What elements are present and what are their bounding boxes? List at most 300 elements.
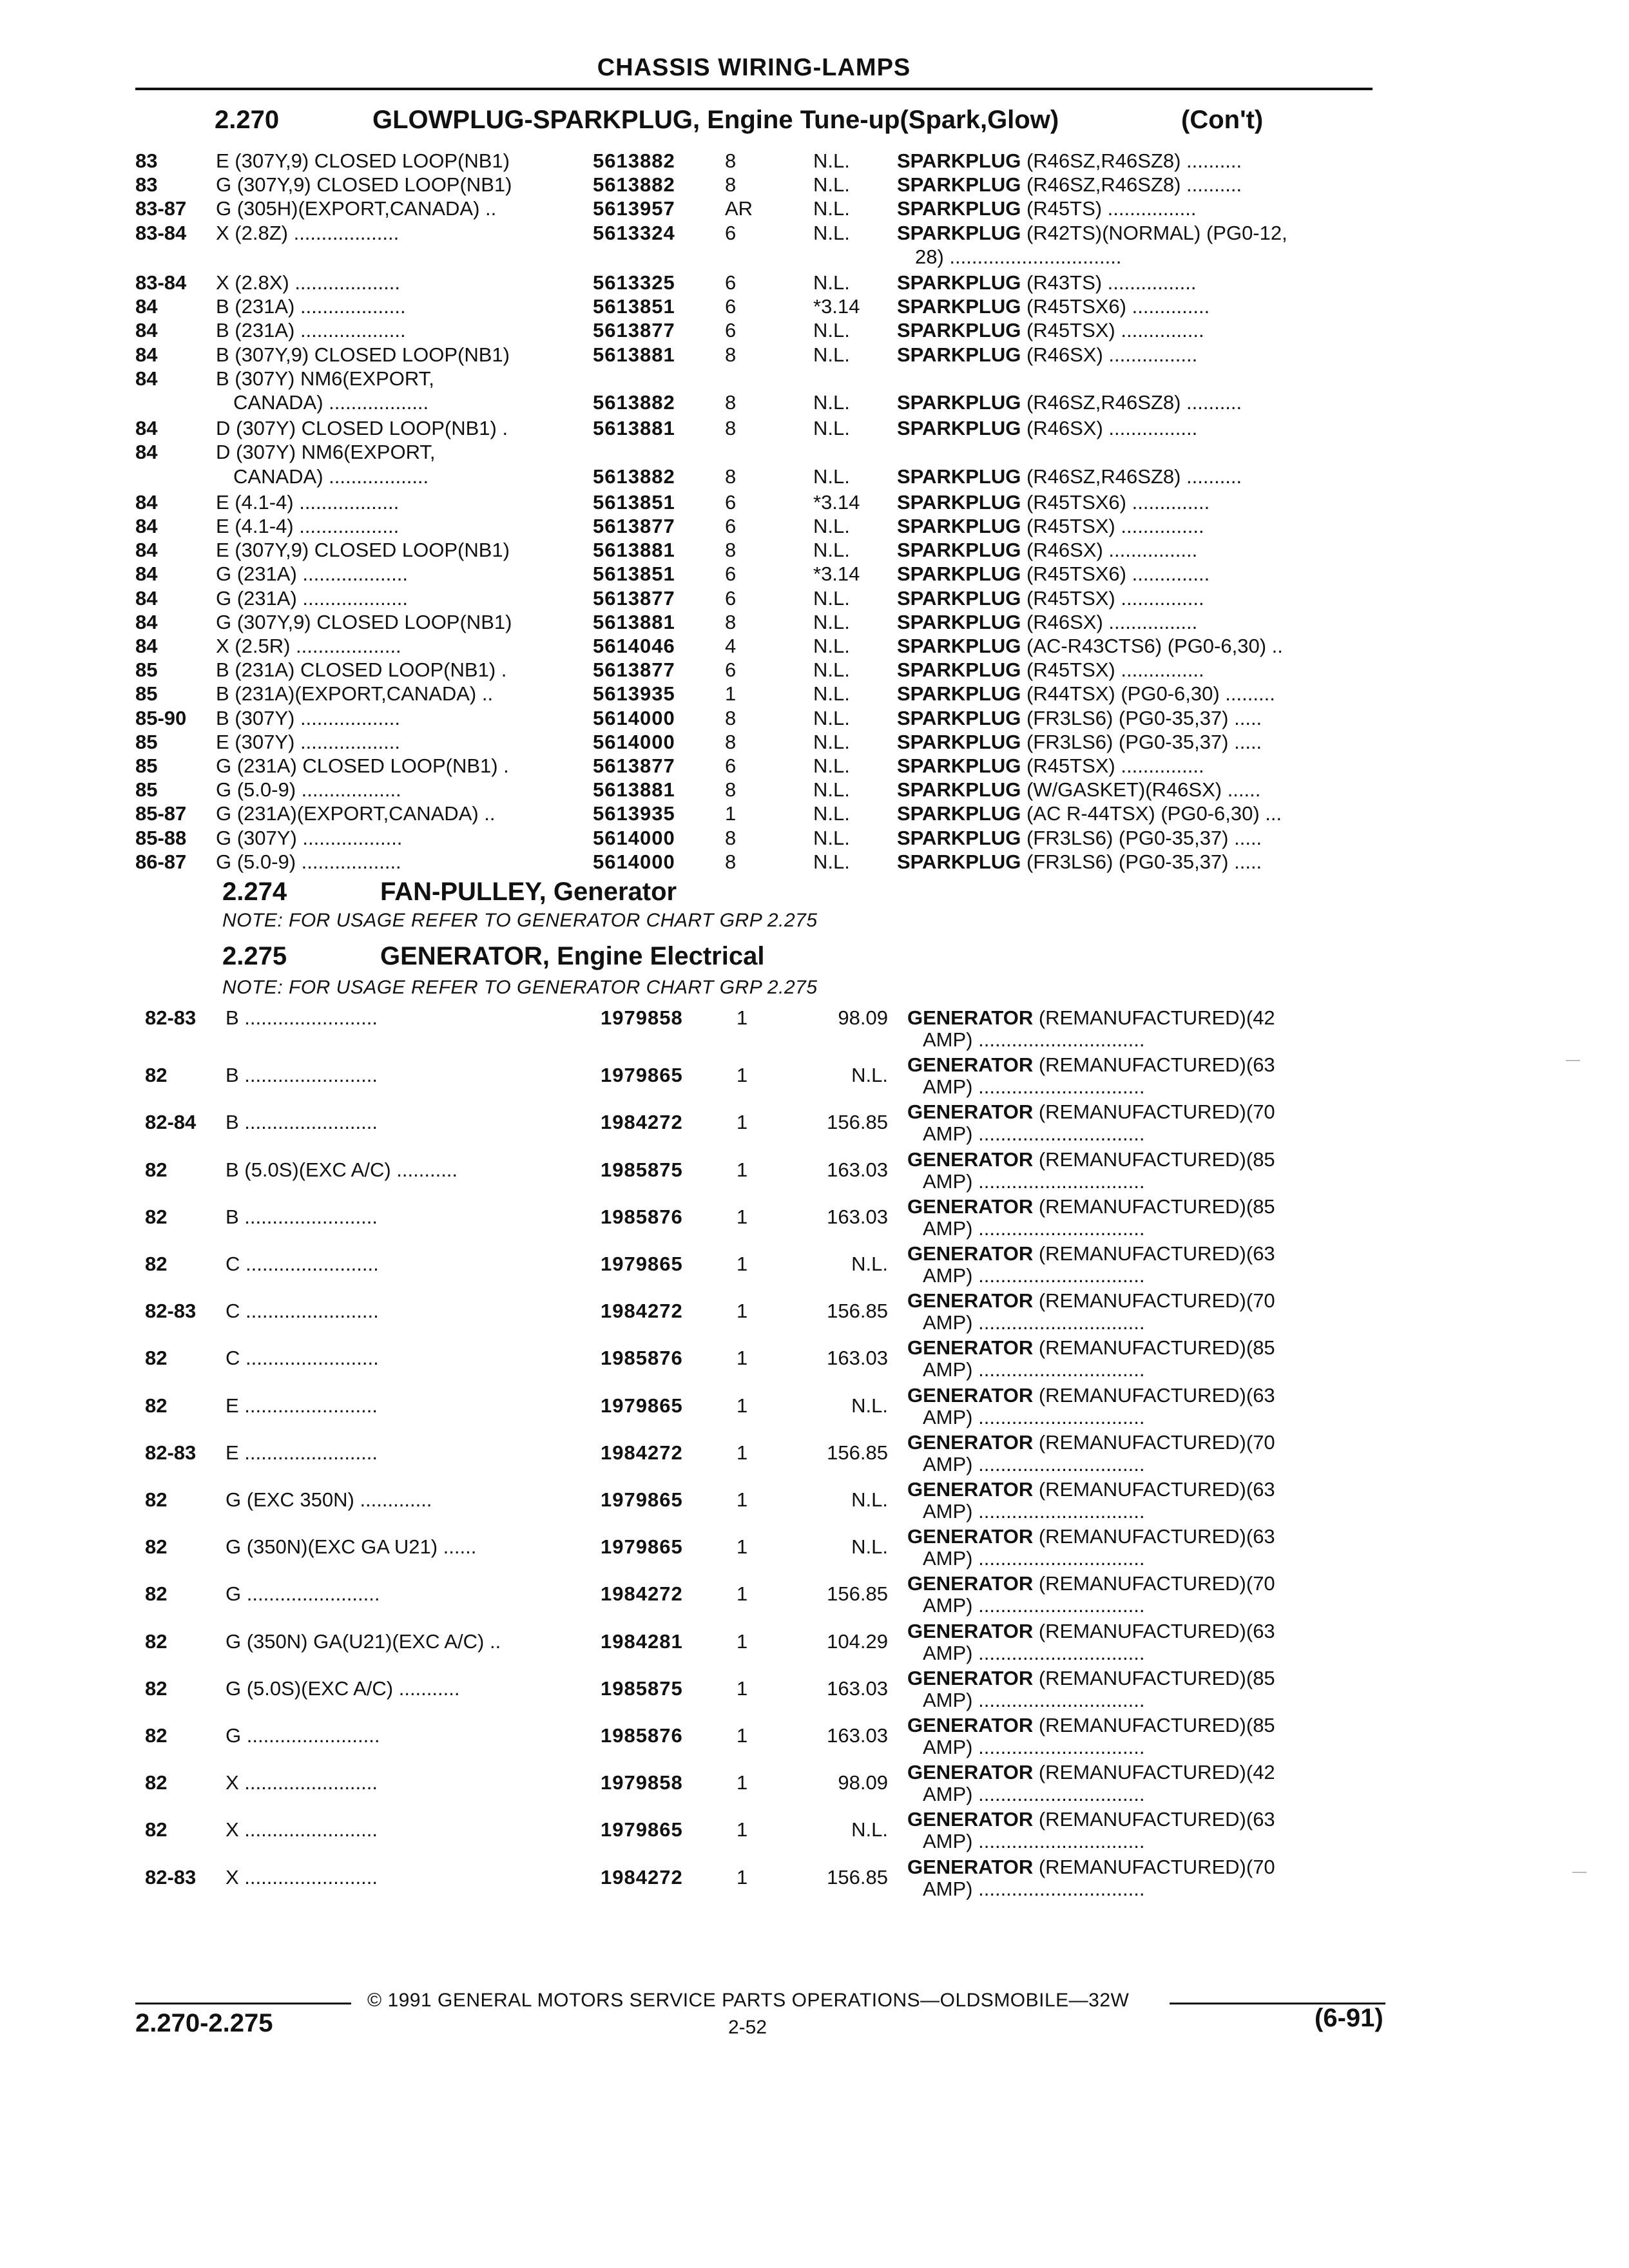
row-description: SPARKPLUG (FR3LS6) (PG0-35,37) ..... [897, 826, 1262, 849]
row-quantity: 1 [737, 1865, 748, 1888]
row-price: 104.29 [827, 1629, 888, 1653]
sparkplug-row [0, 682, 1629, 706]
row-quantity: 8 [725, 826, 737, 849]
row-quantity: 1 [737, 1771, 748, 1794]
row-year: 84 [135, 367, 158, 390]
row-year: 84 [135, 343, 158, 366]
row-description: GENERATOR (REMANUFACTURED)(85 [907, 1148, 1275, 1171]
row-price: N.L. [851, 1253, 888, 1275]
row-quantity: 1 [737, 1818, 748, 1841]
row-quantity: 1 [737, 1488, 748, 1511]
sparkplug-row [0, 222, 1629, 269]
row-description-continued: AMP) .............................. [923, 1736, 1145, 1758]
row-part-number: 1979858 [601, 1006, 683, 1029]
row-quantity: 1 [737, 1205, 748, 1228]
row-quantity: 6 [725, 658, 737, 682]
row-part-number: 5613325 [593, 271, 675, 294]
row-year: 82 [145, 1394, 168, 1417]
row-description-continued: AMP) .............................. [923, 1500, 1145, 1523]
row-description: GENERATOR (REMANUFACTURED)(85 [907, 1666, 1275, 1689]
row-price: *3.14 [813, 490, 860, 514]
row-description: SPARKPLUG (R45TSX) ............... [897, 754, 1204, 777]
row-description-continued: AMP) .............................. [923, 1452, 1145, 1475]
row-description-continued: AMP) .............................. [923, 1358, 1145, 1381]
row-model: C ........................ [226, 1253, 379, 1275]
footer-rule-left [135, 2003, 351, 2004]
row-description: SPARKPLUG (AC R-44TSX) (PG0-6,30) ... [897, 802, 1282, 825]
row-part-number: 5613324 [593, 221, 675, 244]
row-description-continued: AMP) .............................. [923, 1169, 1145, 1193]
row-price: N.L. [813, 706, 850, 729]
row-part-number: 1984272 [601, 1582, 683, 1606]
row-price: 163.03 [827, 1158, 888, 1181]
row-part-number: 5613882 [593, 390, 675, 414]
row-description: GENERATOR (REMANUFACTURED)(63 [907, 1525, 1275, 1548]
row-quantity: 1 [737, 1629, 748, 1653]
sparkplug-row [0, 295, 1629, 319]
row-description: GENERATOR (REMANUFACTURED)(63 [907, 1619, 1275, 1642]
row-year: 85 [135, 658, 158, 682]
row-model: E ........................ [226, 1394, 378, 1417]
section-continued: (Con't) [1181, 106, 1264, 134]
row-price: N.L. [813, 586, 850, 610]
row-price: 163.03 [827, 1677, 888, 1700]
row-model: E (4.1-4) .................. [216, 490, 400, 514]
generator-row [0, 1478, 1629, 1523]
generator-row [0, 1242, 1629, 1287]
row-quantity: 8 [725, 465, 737, 488]
row-description-continued: AMP) .............................. [923, 1405, 1145, 1428]
row-quantity: 8 [725, 149, 737, 172]
row-description: GENERATOR (REMANUFACTURED)(85 [907, 1195, 1275, 1218]
row-model: B ........................ [226, 1064, 378, 1087]
generator-row [0, 1572, 1629, 1617]
row-year: 83-84 [135, 221, 187, 244]
row-model: G (231A) CLOSED LOOP(NB1) . [216, 754, 509, 777]
row-description-continued: AMP) .............................. [923, 1264, 1145, 1287]
row-price: N.L. [813, 197, 850, 220]
generator-row [0, 1336, 1629, 1381]
footer-section-range: 2.270-2.275 [135, 2009, 273, 2037]
row-year: 82 [145, 1488, 168, 1511]
row-description: GENERATOR (REMANUFACTURED)(70 [907, 1430, 1275, 1454]
generator-row [0, 1525, 1629, 1570]
scan-mark [1572, 1872, 1586, 1873]
row-description: SPARKPLUG (R45TSX) ............... [897, 658, 1204, 682]
row-price: N.L. [813, 515, 850, 537]
row-model: G (350N)(EXC GA U21) ...... [226, 1535, 477, 1559]
row-price: 163.03 [827, 1205, 888, 1228]
row-model: B (231A)(EXPORT,CANADA) .. [216, 682, 494, 706]
sparkplug-row [0, 778, 1629, 802]
row-year: 82 [145, 1064, 168, 1087]
sparkplug-row [0, 850, 1629, 874]
row-model: G (5.0S)(EXC A/C) ........... [226, 1677, 460, 1700]
row-description: SPARKPLUG (R45TSX) ............... [897, 319, 1204, 342]
row-description-continued: AMP) .............................. [923, 1641, 1145, 1664]
row-model: G (307Y) .................. [216, 826, 403, 849]
row-description: SPARKPLUG (R46SX) ................ [897, 343, 1198, 366]
generator-row [0, 1808, 1629, 1853]
row-description: GENERATOR (REMANUFACTURED)(63 [907, 1242, 1275, 1265]
row-price: N.L. [813, 173, 850, 197]
row-price: 163.03 [827, 1724, 888, 1747]
row-year: 82 [145, 1677, 168, 1700]
row-part-number: 1984272 [601, 1111, 683, 1134]
row-model: E (307Y,9) CLOSED LOOP(NB1) [216, 539, 510, 562]
row-part-number: 1985876 [601, 1205, 683, 1228]
row-quantity: 1 [737, 1535, 748, 1559]
row-quantity: 4 [725, 635, 737, 657]
row-part-number: 1984272 [601, 1300, 683, 1323]
row-year: 83-87 [135, 197, 187, 220]
row-year: 82-83 [145, 1006, 197, 1029]
row-quantity: 8 [725, 706, 737, 729]
row-description-continued: AMP) .............................. [923, 1216, 1145, 1240]
row-year: 84 [135, 515, 158, 537]
row-description: SPARKPLUG (R46SZ,R46SZ8) .......... [897, 465, 1242, 488]
scan-mark [1566, 1060, 1580, 1061]
row-part-number: 1985875 [601, 1158, 683, 1181]
row-model: X (2.5R) ................... [216, 635, 401, 657]
row-price: 156.85 [827, 1865, 888, 1888]
sparkplug-row [0, 731, 1629, 754]
row-price: N.L. [851, 1818, 888, 1841]
generator-row [0, 1431, 1629, 1476]
page-title: CHASSIS WIRING-LAMPS [597, 54, 911, 81]
row-price: *3.14 [813, 562, 860, 586]
sparkplug-row [0, 515, 1629, 539]
row-price: 156.85 [827, 1300, 888, 1323]
row-quantity: 6 [725, 490, 737, 514]
row-price: N.L. [813, 465, 850, 488]
sparkplug-row [0, 539, 1629, 562]
row-description-continued: AMP) .............................. [923, 1075, 1145, 1099]
row-quantity: 6 [725, 319, 737, 342]
row-part-number: 5613935 [593, 802, 675, 825]
row-description: SPARKPLUG (AC-R43CTS6) (PG0-6,30) .. [897, 635, 1283, 657]
row-year: 82 [145, 1253, 168, 1275]
row-model: X (2.8X) ................... [216, 271, 400, 294]
row-part-number: 5613877 [593, 754, 675, 777]
row-quantity: 8 [725, 390, 737, 414]
sparkplug-row [0, 611, 1629, 635]
row-part-number: 1985876 [601, 1724, 683, 1747]
row-description: GENERATOR (REMANUFACTURED)(42 [907, 1761, 1275, 1784]
row-model: E ........................ [226, 1441, 378, 1464]
generator-row [0, 1714, 1629, 1759]
row-price: N.L. [813, 826, 850, 849]
row-quantity: 8 [725, 417, 737, 440]
row-description: GENERATOR (REMANUFACTURED)(63 [907, 1053, 1275, 1077]
sparkplug-row [0, 417, 1629, 441]
section-2-274-note: NOTE: FOR USAGE REFER TO GENERATOR CHART GRP 2.275 [222, 910, 818, 931]
section-name: GENERATOR, Engine Electrical [380, 942, 765, 970]
sparkplug-row [0, 587, 1629, 611]
row-part-number: 1979865 [601, 1064, 683, 1087]
sparkplug-row [0, 149, 1629, 173]
row-year: 84 [135, 417, 158, 440]
row-model: X ........................ [226, 1771, 378, 1794]
row-description: SPARKPLUG (R45TSX6) .............. [897, 562, 1210, 586]
row-description: SPARKPLUG (R46SZ,R46SZ8) .......... [897, 390, 1242, 414]
row-year: 83 [135, 149, 158, 172]
sparkplug-row [0, 635, 1629, 658]
row-model: B ........................ [226, 1006, 378, 1029]
row-description-continued: AMP) .............................. [923, 1594, 1145, 1617]
row-quantity: 6 [725, 295, 737, 318]
row-year: 82 [145, 1818, 168, 1841]
row-description: SPARKPLUG (R45TSX) ............... [897, 586, 1204, 610]
row-part-number: 1979858 [601, 1771, 683, 1794]
section-number: 2.274 [222, 878, 287, 906]
row-year: 85-90 [135, 706, 187, 729]
section-2-275-note: NOTE: FOR USAGE REFER TO GENERATOR CHART GRP 2.275 [222, 977, 818, 998]
row-year: 82 [145, 1158, 168, 1181]
row-year: 84 [135, 490, 158, 514]
row-part-number: 5613881 [593, 417, 675, 440]
row-quantity: 1 [725, 682, 737, 706]
row-price: 156.85 [827, 1111, 888, 1134]
row-model: G ........................ [226, 1724, 380, 1747]
sparkplug-row [0, 562, 1629, 586]
row-part-number: 5613881 [593, 778, 675, 802]
row-price: 98.09 [838, 1006, 888, 1029]
row-quantity: 6 [725, 754, 737, 777]
generator-row [0, 1148, 1629, 1193]
row-part-number: 1984281 [601, 1629, 683, 1653]
row-part-number: 1979865 [601, 1535, 683, 1559]
row-model: G (307Y,9) CLOSED LOOP(NB1) [216, 610, 512, 633]
row-year: 86-87 [135, 850, 187, 873]
sparkplug-row [0, 802, 1629, 826]
row-model: G (350N) GA(U21)(EXC A/C) .. [226, 1629, 501, 1653]
row-year: 82 [145, 1582, 168, 1606]
row-model-continued: CANADA) .................. [233, 465, 429, 488]
row-year: 84 [135, 635, 158, 657]
row-model: X ........................ [226, 1818, 378, 1841]
row-year: 84 [135, 610, 158, 633]
footer-copyright: © 1991 GENERAL MOTORS SERVICE PARTS OPERATIONS—OLDSMOBILE—32W [367, 1990, 1130, 2011]
row-description: GENERATOR (REMANUFACTURED)(63 [907, 1808, 1275, 1831]
row-description-continued: AMP) .............................. [923, 1028, 1145, 1051]
row-part-number: 5613881 [593, 539, 675, 562]
row-quantity: 1 [737, 1158, 748, 1181]
row-price: N.L. [813, 850, 850, 873]
generator-row [0, 1384, 1629, 1429]
row-year: 85 [135, 754, 158, 777]
row-model: D (307Y) NM6(EXPORT, [216, 441, 436, 464]
row-part-number: 5613877 [593, 319, 675, 342]
row-description-continued: 28) ............................... [915, 245, 1122, 268]
row-year: 85 [135, 778, 158, 802]
row-description: GENERATOR (REMANUFACTURED)(63 [907, 1478, 1275, 1501]
row-model: B (5.0S)(EXC A/C) ........... [226, 1158, 458, 1181]
row-quantity: 1 [737, 1441, 748, 1464]
row-quantity: 8 [725, 778, 737, 802]
row-price: N.L. [813, 319, 850, 342]
row-model: G (307Y,9) CLOSED LOOP(NB1) [216, 173, 512, 197]
row-description: SPARKPLUG (R45TS) ................ [897, 197, 1197, 220]
row-quantity: 8 [725, 850, 737, 873]
row-price: N.L. [813, 778, 850, 802]
row-quantity: 6 [725, 221, 737, 244]
row-description: GENERATOR (REMANUFACTURED)(42 [907, 1006, 1275, 1029]
row-description: SPARKPLUG (R46SZ,R46SZ8) .......... [897, 173, 1242, 197]
row-model: B ........................ [226, 1111, 378, 1134]
row-model: G (5.0-9) .................. [216, 778, 401, 802]
row-year: 82 [145, 1724, 168, 1747]
row-quantity: AR [725, 197, 753, 220]
row-model: G (EXC 350N) ............. [226, 1488, 432, 1511]
row-part-number: 5613851 [593, 490, 675, 514]
section-number: 2.270 [215, 106, 280, 134]
row-part-number: 5613935 [593, 682, 675, 706]
generator-row [0, 1100, 1629, 1146]
row-description: SPARKPLUG (R46SX) ................ [897, 539, 1198, 562]
row-part-number: 1979865 [601, 1488, 683, 1511]
row-quantity: 1 [737, 1006, 748, 1029]
row-year: 84 [135, 295, 158, 318]
row-part-number: 1979865 [601, 1818, 683, 1841]
row-year: 85-87 [135, 802, 187, 825]
row-price: N.L. [851, 1394, 888, 1417]
row-description: SPARKPLUG (R45TSX6) .............. [897, 490, 1210, 514]
sparkplug-row [0, 754, 1629, 778]
row-part-number: 5613877 [593, 658, 675, 682]
row-part-number: 1984272 [601, 1441, 683, 1464]
row-description: GENERATOR (REMANUFACTURED)(70 [907, 1100, 1275, 1124]
row-year: 82 [145, 1771, 168, 1794]
row-part-number: 1984272 [601, 1865, 683, 1888]
generator-row [0, 1006, 1629, 1052]
row-part-number: 5613877 [593, 515, 675, 537]
row-year: 83 [135, 173, 158, 197]
row-price: 98.09 [838, 1771, 888, 1794]
row-year: 84 [135, 586, 158, 610]
row-part-number: 5614000 [593, 826, 675, 849]
row-description: GENERATOR (REMANUFACTURED)(85 [907, 1336, 1275, 1360]
row-model: B (231A) ................... [216, 295, 406, 318]
row-description: GENERATOR (REMANUFACTURED)(70 [907, 1572, 1275, 1595]
row-part-number: 1979865 [601, 1253, 683, 1275]
row-model: B (231A) ................... [216, 319, 406, 342]
row-description-continued: AMP) .............................. [923, 1688, 1145, 1711]
row-model: G (231A) ................... [216, 586, 409, 610]
row-part-number: 5614000 [593, 730, 675, 753]
row-description: SPARKPLUG (R45TSX6) .............. [897, 295, 1210, 318]
row-quantity: 1 [737, 1347, 748, 1370]
row-year: 82-84 [145, 1111, 197, 1134]
row-model: B (307Y,9) CLOSED LOOP(NB1) [216, 343, 510, 366]
row-year: 82-83 [145, 1441, 197, 1464]
row-year: 85 [135, 682, 158, 706]
row-description-continued: AMP) .............................. [923, 1122, 1145, 1146]
row-part-number: 5613881 [593, 610, 675, 633]
row-part-number: 1979865 [601, 1394, 683, 1417]
row-year: 82 [145, 1629, 168, 1653]
sparkplug-row [0, 319, 1629, 343]
row-description: SPARKPLUG (R43TS) ................ [897, 271, 1197, 294]
row-description: SPARKPLUG (R44TSX) (PG0-6,30) ......... [897, 682, 1275, 706]
row-description: SPARKPLUG (R46SX) ................ [897, 417, 1198, 440]
footer-page-number: 2-52 [728, 2017, 767, 2038]
row-quantity: 1 [737, 1300, 748, 1323]
sparkplug-row [0, 367, 1629, 415]
row-year: 84 [135, 539, 158, 562]
row-price: 156.85 [827, 1582, 888, 1606]
row-price: N.L. [851, 1535, 888, 1559]
row-part-number: 5613881 [593, 343, 675, 366]
row-model: G ........................ [226, 1582, 380, 1606]
row-quantity: 1 [737, 1394, 748, 1417]
row-part-number: 5614000 [593, 850, 675, 873]
sparkplug-row [0, 441, 1629, 488]
row-quantity: 1 [737, 1064, 748, 1087]
generator-row [0, 1289, 1629, 1334]
row-description-continued: AMP) .............................. [923, 1830, 1145, 1853]
row-price: *3.14 [813, 295, 860, 318]
row-price: N.L. [813, 610, 850, 633]
row-quantity: 8 [725, 730, 737, 753]
sparkplug-row [0, 271, 1629, 295]
row-quantity: 1 [737, 1677, 748, 1700]
generator-row [0, 1053, 1629, 1099]
row-description: SPARKPLUG (R42TS)(NORMAL) (PG0-12, [897, 221, 1287, 244]
row-quantity: 8 [725, 539, 737, 562]
row-part-number: 5613882 [593, 149, 675, 172]
row-year: 85 [135, 730, 158, 753]
row-price: N.L. [813, 682, 850, 706]
row-model: G (231A) ................... [216, 562, 409, 586]
row-description: GENERATOR (REMANUFACTURED)(63 [907, 1383, 1275, 1407]
row-description: SPARKPLUG (R45TSX) ............... [897, 515, 1204, 537]
row-quantity: 8 [725, 610, 737, 633]
row-price: N.L. [813, 754, 850, 777]
page-header [135, 54, 1373, 90]
row-model: X ........................ [226, 1865, 378, 1888]
row-model: B (307Y) NM6(EXPORT, [216, 367, 434, 390]
row-quantity: 1 [737, 1111, 748, 1134]
row-description-continued: AMP) .............................. [923, 1547, 1145, 1570]
row-quantity: 6 [725, 562, 737, 586]
row-price: N.L. [813, 730, 850, 753]
row-model-continued: CANADA) .................. [233, 390, 429, 414]
row-quantity: 8 [725, 173, 737, 197]
row-quantity: 8 [725, 343, 737, 366]
row-model: E (307Y,9) CLOSED LOOP(NB1) [216, 149, 510, 172]
sparkplug-row [0, 491, 1629, 515]
sparkplug-row [0, 197, 1629, 221]
sparkplug-row [0, 173, 1629, 197]
row-description: GENERATOR (REMANUFACTURED)(70 [907, 1855, 1275, 1878]
row-year: 83-84 [135, 271, 187, 294]
sparkplug-row [0, 658, 1629, 682]
row-quantity: 1 [737, 1724, 748, 1747]
row-year: 84 [135, 562, 158, 586]
row-model: G (5.0-9) .................. [216, 850, 401, 873]
row-description: SPARKPLUG (FR3LS6) (PG0-35,37) ..... [897, 706, 1262, 729]
section-name: GLOWPLUG-SPARKPLUG, Engine Tune-up(Spark,Glow) [372, 106, 1059, 134]
row-price: N.L. [813, 271, 850, 294]
row-model: B ........................ [226, 1205, 378, 1228]
row-quantity: 6 [725, 515, 737, 537]
row-year: 82-83 [145, 1865, 197, 1888]
row-price: N.L. [813, 802, 850, 825]
row-price: 163.03 [827, 1347, 888, 1370]
row-model: D (307Y) CLOSED LOOP(NB1) . [216, 417, 508, 440]
row-model: C ........................ [226, 1347, 379, 1370]
